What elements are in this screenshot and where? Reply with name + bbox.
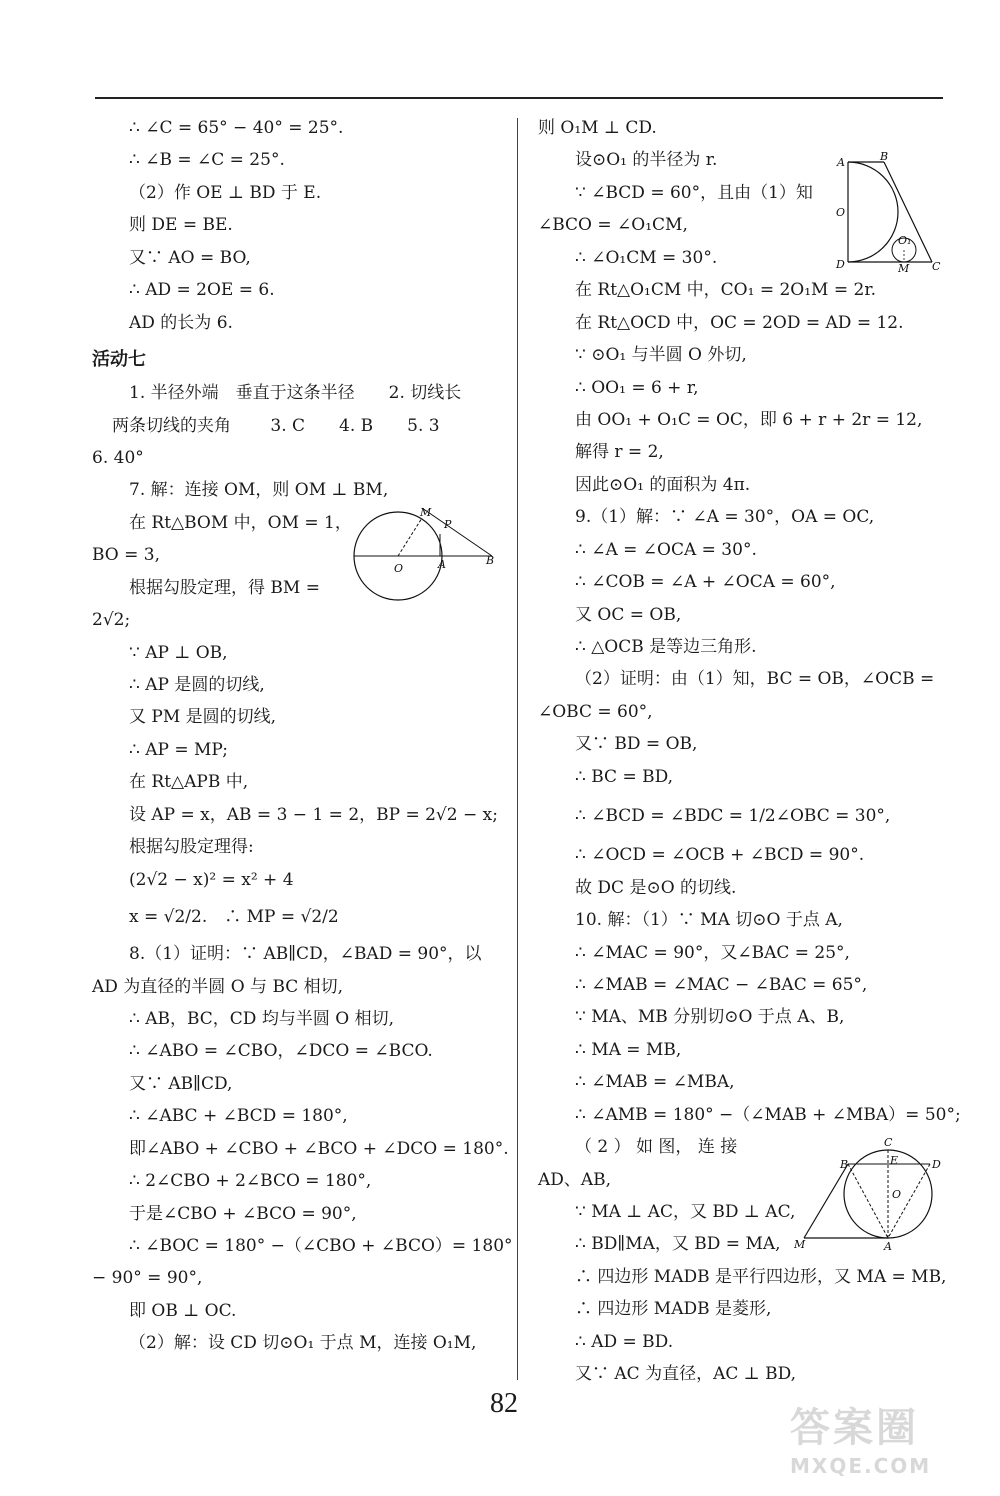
text-line: ∵ ⊙O₁ 与半圆 O 外切,: [575, 345, 747, 366]
text-line: 7. 解：连接 OM，则 OM ⊥ BM,: [129, 480, 389, 501]
text-line: ∴ ∠AMB = 180° −（∠MAB + ∠MBA）= 50°;: [575, 1104, 961, 1125]
text-line: ∴ BD∥MA，又 BD = MA,: [575, 1234, 781, 1255]
fig1-label-m: M: [420, 506, 432, 519]
text-line: 在 Rt△OCD 中，OC = 2OD = AD = 12.: [575, 312, 904, 333]
text-line: ∴ ∠ABO = ∠CBO，∠DCO = ∠BCO.: [129, 1041, 433, 1062]
text-line: ∴ ∠MAC = 90°，又∠BAC = 25°,: [575, 942, 850, 963]
text-line: 故 DC 是⊙O 的切线.: [575, 877, 737, 898]
text-line: 9.（1）解：∵ ∠A = 30°，OA = OC,: [575, 507, 875, 528]
text-line: ∴ ∠MAB = ∠MAC − ∠BAC = 65°,: [575, 974, 868, 995]
text-line: ∴ △OCB 是等边三角形.: [575, 637, 757, 657]
text-line: ∵ AP ⊥ OB,: [129, 642, 228, 663]
column-divider: [517, 118, 518, 1380]
text-line: （ 2 ） 如 图， 连 接: [575, 1137, 738, 1158]
fig3-label-m: M: [794, 1238, 806, 1251]
text-line: ∴ ∠MAB = ∠MBA,: [575, 1072, 735, 1093]
text-line: ∴ 四边形 MADB 是平行四边形，又 MA = MB,: [575, 1266, 947, 1287]
text-line: (2√2 − x)² = x² + 4: [129, 869, 294, 890]
text-line: ∴ ∠COB = ∠A + ∠OCA = 60°,: [575, 572, 836, 593]
text-line: ∴ MA = MB,: [575, 1039, 682, 1060]
watermark-logo: [790, 1405, 932, 1478]
text-line: 又∵ AO = BO,: [129, 247, 251, 268]
text-line: 1. 半径外端 垂直于这条半径 2. 切线长: [129, 383, 462, 404]
fig3-label-d: D: [932, 1158, 941, 1171]
fig1-label-o: O: [394, 562, 404, 575]
text-line: ∴ AP = MP;: [129, 739, 228, 760]
fig2-label-o1: O₁: [898, 234, 912, 247]
figure-circle-rhombus: [790, 1134, 950, 1256]
text-line: AD 为直径的半圆 O 与 BC 相切,: [92, 976, 344, 997]
text-line: 10. 解：（1）∵ MA 切⊙O 于点 A,: [575, 910, 843, 931]
figure-trapezoid-semicircle: [832, 150, 947, 276]
text-line: ∴ ∠OCD = ∠OCB + ∠BCD = 90°.: [575, 845, 865, 866]
fig2-label-c: C: [932, 260, 941, 273]
text-line: 又∵ BD = OB,: [575, 734, 698, 755]
text-line: 又 PM 是圆的切线,: [129, 707, 277, 728]
text-line: 即∠ABO + ∠CBO + ∠BCO + ∠DCO = 180°.: [129, 1138, 509, 1159]
text-line: AD 的长为 6.: [129, 312, 233, 333]
fig2-label-d: D: [836, 258, 845, 271]
text-line: 根据勾股定理得:: [129, 837, 254, 858]
text-line: ∴ ∠ABC + ∠BCD = 180°,: [129, 1106, 348, 1127]
fig2-label-a: A: [837, 156, 845, 169]
fig3-label-c: C: [884, 1136, 893, 1149]
fig1-label-b: B: [486, 554, 495, 567]
section-heading: 活动七: [92, 349, 146, 371]
text-line: ∴ ∠C = 65° − 40° = 25°.: [129, 118, 344, 138]
text-line: 2√2;: [92, 610, 131, 631]
fig1-label-p: P: [444, 518, 452, 531]
text-line: 由 OO₁ + O₁C = OC，即 6 + r + 2r = 12,: [575, 409, 923, 430]
text-line: ∴ ∠BCD = ∠BDC = 1/2∠OBC = 30°,: [575, 806, 891, 827]
text-line: ∵ MA、MB 分别切⊙O 于点 A、B,: [575, 1007, 845, 1028]
text-line: ∴ ∠BOC = 180° −（∠CBO + ∠BCO）= 180°: [129, 1236, 513, 1256]
text-line: （2）解：设 CD 切⊙O₁ 于点 M，连接 O₁M,: [129, 1333, 477, 1354]
page-number: 82: [490, 1388, 518, 1419]
fig1-label-a: A: [438, 558, 446, 571]
text-line: 解得 r = 2,: [575, 442, 664, 463]
text-line: ∴ AP 是圆的切线,: [129, 675, 265, 695]
fig3-label-b: B: [840, 1158, 849, 1171]
fig2-label-o: O: [836, 206, 846, 219]
text-line: ∴ ∠O₁CM = 30°.: [575, 247, 718, 268]
text-line: ∴ ∠B = ∠C = 25°.: [129, 150, 285, 171]
text-line: x = √2/2. ∴ MP = √2/2: [129, 907, 339, 928]
watermark-site: MXQE.COM: [790, 1454, 932, 1478]
text-line: 因此⊙O₁ 的面积为 4π.: [575, 474, 751, 495]
figure-tangent-circle: [352, 504, 502, 604]
text-line: 又 OC = OB,: [575, 604, 682, 625]
text-line: 两条切线的夹角 3. C 4. B 5. 3: [112, 415, 440, 436]
text-line: ∠BCO = ∠O₁CM,: [538, 215, 688, 236]
text-line: ∴ AB，BC，CD 均与半圆 O 相切,: [129, 1008, 394, 1029]
text-line: ∴ AD = BD.: [575, 1331, 674, 1352]
text-line: 又∵ AC 为直径，AC ⊥ BD,: [575, 1364, 797, 1385]
text-line: ∴ AD = 2OE = 6.: [129, 280, 275, 301]
text-line: 则 O₁M ⊥ CD.: [538, 118, 657, 138]
text-line: ∵ MA ⊥ AC，又 BD ⊥ AC,: [575, 1202, 796, 1222]
text-line: ∴ BC = BD,: [575, 766, 674, 787]
text-line: 在 Rt△APB 中,: [129, 772, 249, 793]
text-line: 6. 40°: [92, 447, 144, 468]
text-line: 设⊙O₁ 的半径为 r.: [575, 150, 718, 171]
text-line: BO = 3,: [92, 545, 161, 566]
text-line: 则 DE = BE.: [129, 215, 233, 236]
fig3-label-e: E: [890, 1154, 899, 1167]
fig3-label-a: A: [884, 1240, 892, 1253]
text-line: 于是∠CBO + ∠BCO = 90°,: [129, 1203, 357, 1224]
text-line: 在 Rt△O₁CM 中，CO₁ = 2O₁M = 2r.: [575, 280, 876, 301]
text-line: ∵ ∠BCD = 60°，且由（1）知: [575, 182, 813, 203]
text-line: ∴ 2∠CBO + 2∠BCO = 180°,: [129, 1171, 372, 1192]
watermark-text: 答案圈: [790, 1405, 919, 1451]
text-line: 根据勾股定理，得 BM =: [129, 577, 320, 598]
text-line: 设 AP = x，AB = 3 − 1 = 2，BP = 2√2 − x;: [129, 804, 498, 825]
text-line: AD、AB,: [538, 1169, 612, 1190]
fig3-label-o: O: [892, 1188, 902, 1201]
fig2-label-m: M: [898, 262, 910, 275]
left-column: [92, 112, 513, 1360]
fig2-label-b: B: [880, 150, 889, 163]
text-line: 即 OB ⊥ OC.: [129, 1300, 237, 1321]
text-line: ∴ ∠A = ∠OCA = 30°.: [575, 539, 757, 560]
text-line: ∠OBC = 60°,: [538, 701, 653, 722]
text-line: （2）证明：由（1）知，BC = OB，∠OCB =: [575, 669, 935, 690]
text-line: ∴ OO₁ = 6 + r,: [575, 377, 699, 398]
text-line: − 90° = 90°,: [92, 1268, 203, 1289]
text-line: 在 Rt△BOM 中，OM = 1，: [129, 512, 352, 533]
text-line: （2）作 OE ⊥ BD 于 E.: [129, 182, 322, 203]
text-line: 8.（1）证明：∵ AB∥CD，∠BAD = 90°，以: [129, 944, 482, 965]
text-line: ∴ 四边形 MADB 是菱形,: [575, 1299, 772, 1320]
top-rule: [95, 97, 943, 99]
text-line: 又∵ AB∥CD,: [129, 1073, 233, 1094]
